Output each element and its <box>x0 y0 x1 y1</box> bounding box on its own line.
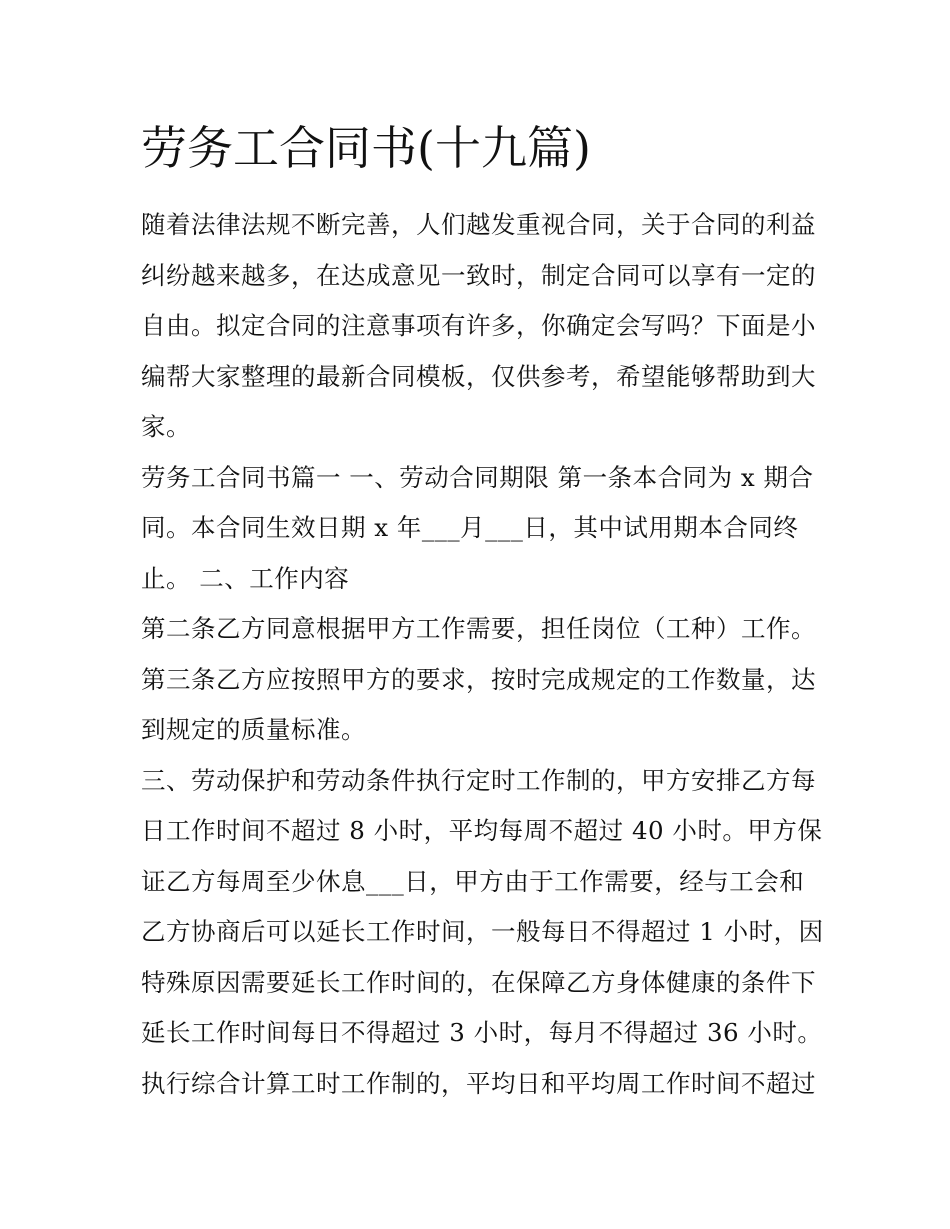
text-line: 随着法律法规不断完善，人们越发重视合同，关于合同的利益 <box>141 210 816 239</box>
text-line: 证乙方每周至少休息___日，甲方由于工作需要，经与工会和 <box>141 866 805 896</box>
text-line: 延长工作时间每日不得超过 3 小时，每月不得超过 36 小时。 <box>141 1018 823 1047</box>
text-line: 家。 <box>141 412 191 441</box>
text-line: 自由。拟定合同的注意事项有许多，你确定会写吗？下面是小 <box>141 311 816 340</box>
text-line: 三、劳动保护和劳动条件执行定时工作制的，甲方安排乙方每 <box>141 765 816 795</box>
text-line: 第三条乙方应按照甲方的要求，按时完成规定的工作数量，达 <box>141 664 816 694</box>
text-line: 第二条乙方同意根据甲方工作需要，担任岗位（工种）工作。 <box>141 614 816 643</box>
text-line: 编帮大家整理的最新合同模板，仅供参考，希望能够帮助到大 <box>141 361 816 391</box>
text-line: 止。 二、工作内容 <box>141 563 350 593</box>
text-line: 特殊原因需要延长工作时间的，在保障乙方身体健康的条件下 <box>141 967 816 997</box>
text-line: 乙方协商后可以延长工作时间，一般每日不得超过 1 小时，因 <box>141 917 824 946</box>
document-title: 劳务工合同书(十九篇) <box>141 121 591 175</box>
text-line: 日工作时间不超过 8 小时，平均每周不超过 40 小时。甲方保 <box>141 816 823 845</box>
document-body <box>141 200 824 1109</box>
text-line: 劳务工合同书篇一 一、劳动合同期限 第一条本合同为 x 期合 <box>141 462 814 492</box>
text-line: 到规定的质量标准。 <box>141 715 366 744</box>
text-line: 执行综合计算工时工作制的，平均日和平均周工作时间不超过 <box>141 1068 816 1098</box>
text-line: 纠纷越来越多，在达成意见一致时，制定合同可以享有一定的 <box>141 260 816 290</box>
text-line: 同。本合同生效日期 x 年___月___日，其中试用期本合同终 <box>141 513 799 542</box>
